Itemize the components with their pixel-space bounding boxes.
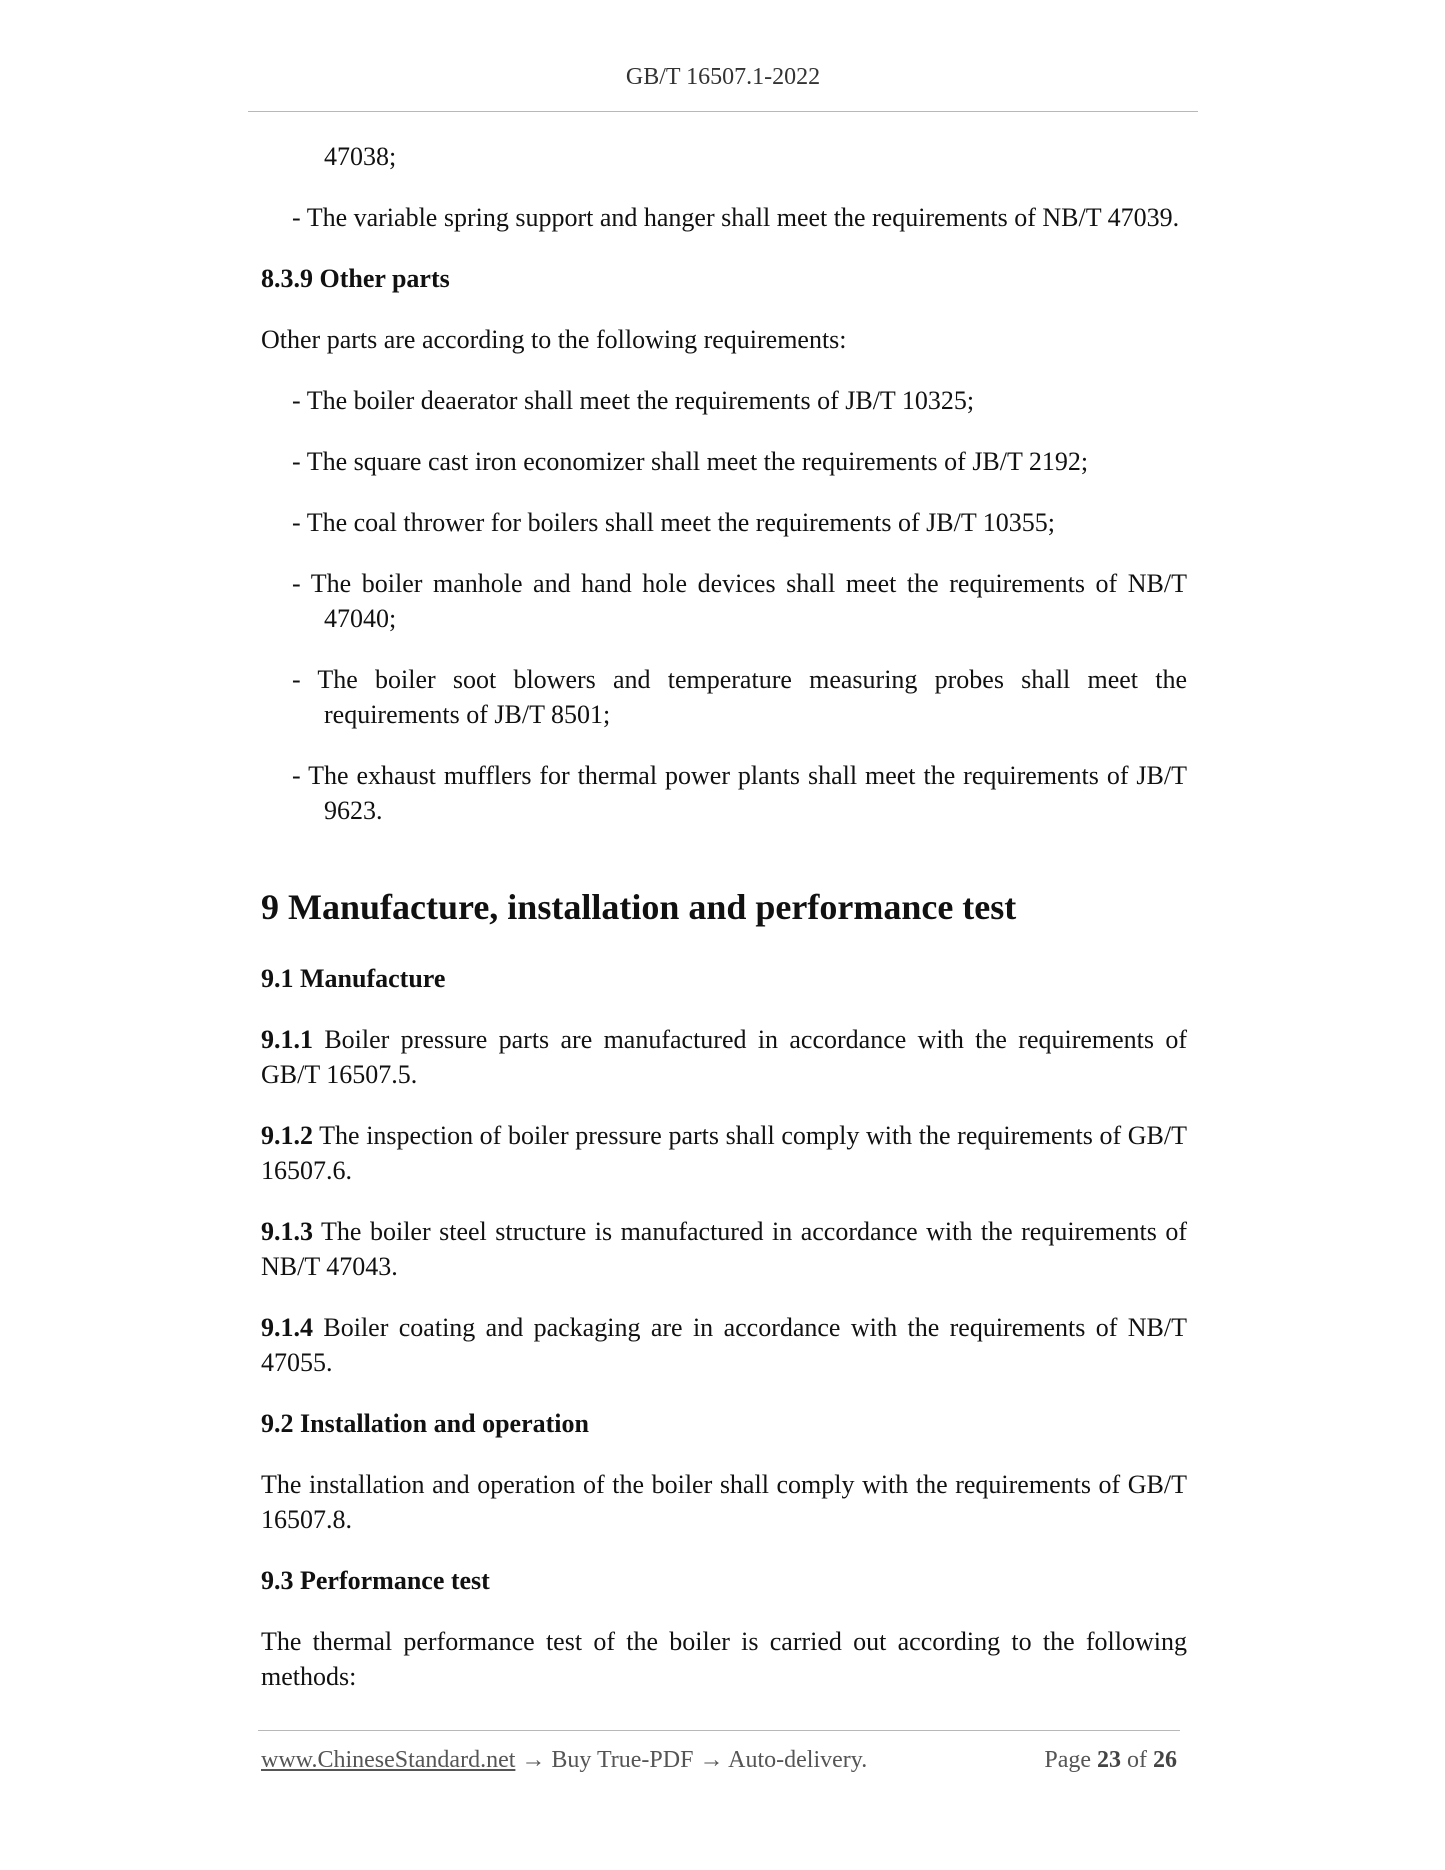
clause-text: The inspection of boiler pressure parts shall comply with the requirements of GB/T 16507.6. xyxy=(261,1121,1187,1185)
page-footer xyxy=(261,1747,1177,1774)
list-item-mufflers: - The exhaust mufflers for thermal power plants shall meet the requirements of JB/T 9623. xyxy=(292,761,1187,825)
clause-heading-9-3: 9.3 Performance test xyxy=(261,1566,490,1595)
clause-9-1-3 xyxy=(261,1214,1187,1284)
footer-promo xyxy=(261,1747,867,1773)
clause-text: The boiler steel structure is manufactured in accordance with the requirements of NB/T 47043. xyxy=(261,1217,1188,1281)
clause-text: Boiler coating and packaging are in accordance with the requirements of NB/T 47055. xyxy=(261,1313,1187,1377)
clause-heading-9-2: 9.2 Installation and operation xyxy=(261,1409,589,1438)
clause-heading-8-3-9: 8.3.9 Other parts xyxy=(261,264,450,293)
clause-9-1-2 xyxy=(261,1118,1187,1188)
clause-number: 9.1.3 xyxy=(261,1217,313,1246)
page-number xyxy=(1044,1747,1177,1774)
arrow-right-icon: → xyxy=(699,1747,724,1773)
list-item-soot-blowers: - The boiler soot blowers and temperature measuring probes shall meet the requirements of JB/T 8501; xyxy=(292,665,1187,729)
clause-9-1-1 xyxy=(261,1022,1187,1092)
current-page: 23 xyxy=(1097,1747,1121,1773)
clause-number: 9.1.2 xyxy=(261,1121,313,1150)
total-pages: 26 xyxy=(1153,1747,1177,1773)
section-heading-9: 9 Manufacture, installation and performance test xyxy=(261,887,1017,927)
paragraph-performance-test: The thermal performance test of the boiler is carried out according to the following methods: xyxy=(261,1627,1187,1691)
header-divider xyxy=(248,111,1198,112)
auto-delivery-text: Auto-delivery. xyxy=(728,1747,868,1773)
clause-number: 9.1.1 xyxy=(261,1025,313,1054)
of-label: of xyxy=(1127,1747,1147,1773)
clause-9-1-4 xyxy=(261,1310,1187,1380)
page-label: Page xyxy=(1044,1747,1091,1773)
list-item-spring-hanger: - The variable spring support and hanger shall meet the requirements of NB/T 47039. xyxy=(292,203,1180,232)
clause-heading-9-1: 9.1 Manufacture xyxy=(261,964,446,993)
arrow-right-icon: → xyxy=(521,1747,546,1773)
paragraph-other-parts: Other parts are according to the following requirements: xyxy=(261,325,847,354)
clause-number: 9.1.4 xyxy=(261,1313,313,1342)
list-item-manhole: - The boiler manhole and hand hole devices shall meet the requirements of NB/T 47040; xyxy=(292,569,1187,633)
page-header: GB/T 16507.1-2022 xyxy=(625,64,821,90)
paragraph-installation: The installation and operation of the boiler shall comply with the requirements of GB/T 16507.8. xyxy=(261,1470,1187,1534)
website-link[interactable]: www.ChineseStandard.net xyxy=(261,1747,516,1773)
list-item-coal-thrower: - The coal thrower for boilers shall meet the requirements of JB/T 10355; xyxy=(292,508,1055,537)
list-item-deaerator: - The boiler deaerator shall meet the requirements of JB/T 10325; xyxy=(292,386,975,415)
document-body xyxy=(261,139,1187,1720)
footer-divider xyxy=(258,1730,1180,1731)
continued-text: 47038; xyxy=(324,142,397,171)
buy-pdf-text: Buy True-PDF xyxy=(551,1747,694,1773)
list-item-economizer: - The square cast iron economizer shall meet the requirements of JB/T 2192; xyxy=(292,447,1089,476)
clause-text: Boiler pressure parts are manufactured in accordance with the requirements of GB/T 16507.5. xyxy=(261,1025,1187,1089)
